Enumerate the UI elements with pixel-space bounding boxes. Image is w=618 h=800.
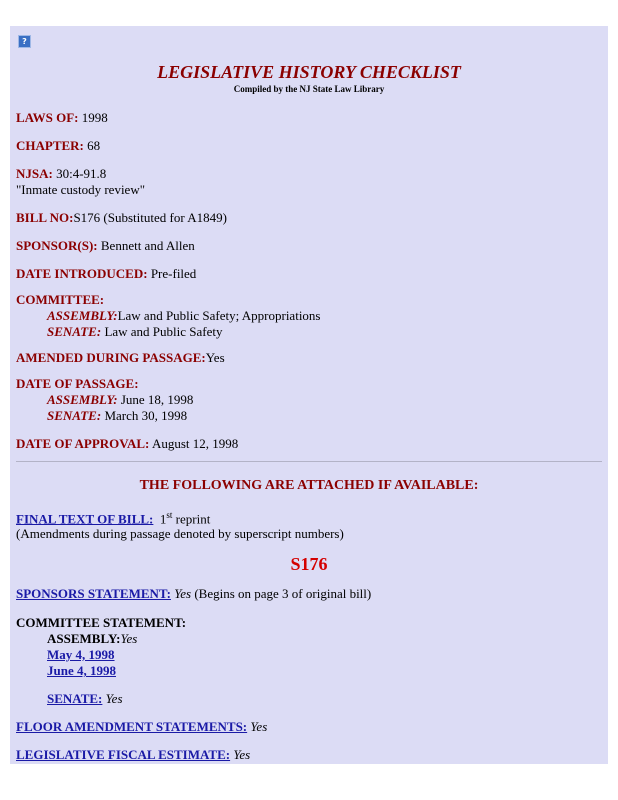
laws-of-row — [16, 110, 108, 126]
fiscal-estimate-row — [16, 747, 250, 763]
njsa-row — [16, 166, 106, 182]
sponsors-statement-row — [16, 586, 371, 602]
passage-assembly-label: ASSEMBLY: — [47, 392, 118, 407]
sponsors-statement-note: (Begins on page 3 of original bill) — [194, 586, 372, 601]
fiscal-estimate-yes: Yes — [233, 747, 251, 762]
cs-date1-row — [47, 647, 115, 663]
chapter-label: CHAPTER: — [16, 138, 84, 153]
cs-date2-link[interactable]: June 4, 1998 — [47, 663, 116, 678]
section-divider — [16, 461, 602, 462]
bill-row — [16, 210, 227, 226]
passage-senate-label: SENATE: — [47, 408, 102, 423]
amended-value: Yes — [205, 350, 225, 365]
amended-row — [16, 350, 225, 366]
floor-amendment-yes: Yes — [250, 719, 268, 734]
sponsors-row — [16, 238, 195, 254]
final-text-row — [16, 510, 210, 527]
date-introduced-value: Pre-filed — [150, 266, 197, 281]
reprint-word: reprint — [175, 511, 211, 527]
approval-row — [16, 436, 238, 452]
fiscal-estimate-link[interactable]: LEGISLATIVE FISCAL ESTIMATE: — [16, 747, 231, 762]
page-title: LEGISLATIVE HISTORY CHECKLIST — [157, 62, 461, 82]
chapter-value: 68 — [87, 138, 101, 153]
cs-senate-yes: Yes — [105, 691, 123, 706]
help-icon[interactable]: ? — [18, 35, 31, 48]
laws-of-value: 1998 — [81, 110, 108, 125]
document-page — [10, 26, 608, 764]
passage-assembly-value: June 18, 1998 — [120, 392, 194, 407]
floor-amendment-row — [16, 719, 267, 735]
sponsors-label: SPONSOR(S): — [16, 238, 98, 253]
njsa-label: NJSA: — [16, 166, 53, 181]
committee-senate-value: Law and Public Safety — [104, 324, 223, 339]
floor-amendment-link[interactable]: FLOOR AMENDMENT STATEMENTS: — [16, 719, 248, 734]
reprint-number: 1 — [159, 511, 167, 527]
approval-label: DATE OF APPROVAL: — [16, 436, 150, 451]
committee-label: COMMITTEE: — [16, 292, 105, 307]
sponsors-value: Bennett and Allen — [100, 238, 195, 253]
cs-assembly-row — [47, 631, 137, 647]
njsa-value: 30:4-91.8 — [56, 166, 107, 181]
cs-senate-row — [47, 691, 123, 707]
cs-assembly-yes: Yes — [120, 631, 138, 646]
cs-date1-link[interactable]: May 4, 1998 — [47, 647, 115, 662]
attached-heading: THE FOLLOWING ARE ATTACHED IF AVAILABLE: — [139, 478, 479, 493]
committee-assembly-row — [47, 308, 321, 324]
bill-label: BILL NO: — [16, 210, 74, 225]
compiled-by: Compiled by the NJ State Law Library — [233, 84, 385, 94]
date-introduced-row — [16, 266, 196, 282]
chapter-row — [16, 138, 100, 154]
cs-assembly-label: ASSEMBLY: — [47, 631, 121, 646]
passage-senate-row — [47, 408, 187, 424]
committee-senate-row — [47, 324, 223, 340]
committee-assembly-label: ASSEMBLY: — [47, 308, 118, 323]
approval-value: August 12, 1998 — [151, 436, 239, 451]
committee-statement-label: COMMITTEE STATEMENT: — [16, 615, 187, 630]
passage-assembly-row — [47, 392, 193, 408]
final-text-note: (Amendments during passage denoted by superscript numbers) — [16, 526, 344, 541]
committee-assembly-value: Law and Public Safety; Appropriations — [117, 308, 321, 323]
committee-senate-label: SENATE: — [47, 324, 102, 339]
passage-senate-value: March 30, 1998 — [104, 408, 188, 423]
sponsors-statement-yes: Yes — [174, 586, 192, 601]
bill-number-heading: S176 — [290, 554, 328, 574]
date-introduced-label: DATE INTRODUCED: — [16, 266, 148, 281]
reprint-suffix: st — [166, 510, 173, 520]
cs-senate-link[interactable]: SENATE: — [47, 691, 103, 706]
sponsors-statement-link[interactable]: SPONSORS STATEMENT: — [16, 586, 171, 601]
final-text-link[interactable]: FINAL TEXT OF BILL: — [16, 511, 154, 527]
njsa-description: "Inmate custody review" — [16, 182, 146, 197]
bill-value: S176 (Substituted for A1849) — [73, 210, 227, 225]
cs-date2-row — [47, 663, 116, 679]
passage-label: DATE OF PASSAGE: — [16, 376, 139, 391]
laws-of-label: LAWS OF: — [16, 110, 79, 125]
amended-label: AMENDED DURING PASSAGE: — [16, 350, 206, 365]
